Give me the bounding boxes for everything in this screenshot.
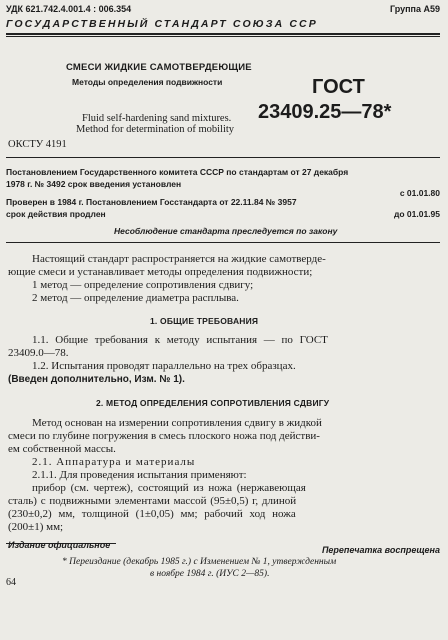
- okstu-code: ОКСТУ 4191: [8, 139, 67, 150]
- header-rule-thick: [6, 33, 440, 35]
- meta-rule: [6, 242, 440, 243]
- document-title-en: Fluid self-hardening sand mixtures.: [82, 113, 232, 124]
- legal-notice: Несоблюдение стандарта преследуется по закону: [114, 226, 338, 236]
- s2-list-line-3: (230±0,2) мм, толщиной (1±0,05) мм; рабочий ход ножа: [8, 508, 296, 520]
- s2-paragraph-line-3: ем собственной массы.: [8, 443, 116, 455]
- s2-paragraph-line-2: смеси по глубине погружения в смесь плоского ножа под действи-: [8, 430, 320, 442]
- header-rule-thin: [6, 36, 440, 37]
- section-2-heading: 2. МЕТОД ОПРЕДЕЛЕНИЯ СОПРОТИВЛЕНИЯ СДВИГУ: [96, 398, 330, 408]
- s2-list-line-1: прибор (см. чертеж), состоящий из ножа (нержавеющая: [32, 482, 306, 494]
- intro-line-4: 2 метод — определение диаметра расплыва.: [32, 292, 239, 304]
- s2-list-line-2: сталь) с подвижными элементами массой (95±0,5) г, длиной: [8, 495, 297, 507]
- reprint-note-line-2: в ноябре 1984 г. (ИУС 2—85).: [150, 569, 270, 579]
- gost-number: 23409.25—78*: [258, 101, 392, 123]
- s2-list-line-4: (200±1) мм;: [8, 521, 64, 533]
- effective-date: с 01.01.80: [399, 188, 440, 198]
- document-subtitle-en: Method for determination of mobility: [76, 124, 235, 135]
- document-title-ru: СМЕСИ ЖИДКИЕ САМОТВЕРДЕЮЩИЕ: [66, 62, 252, 73]
- official-edition: Издание официальное: [8, 540, 111, 550]
- validity-date: до 01.01.95: [393, 209, 440, 219]
- group-code: Группа А59: [389, 4, 440, 14]
- document-subtitle-ru: Методы определения подвижности: [72, 77, 223, 87]
- reprint-note-line-1: * Переиздание (декабрь 1985 г.) с Изменением № 1, утвержденным: [62, 557, 337, 567]
- section-1-heading: 1. ОБЩИЕ ТРЕБОВАНИЯ: [150, 316, 259, 326]
- intro-line-3: 1 метод — определение сопротивления сдвигу;: [32, 279, 254, 291]
- s2-paragraph-line-1: Метод основан на измерении сопротивления сдвигу в жидкой: [32, 417, 322, 429]
- title-rule: [6, 157, 440, 158]
- s2-1-1-line: 2.1.1. Для проведения испытания применяют:: [32, 469, 247, 481]
- decree-line-1: Постановлением Государственного комитета СССР по стандартам от 27 декабря: [6, 167, 349, 177]
- reprint-forbidden: Перепечатка воспрещена: [321, 545, 440, 555]
- gost-label: ГОСТ: [312, 76, 365, 98]
- intro-line-1: Настоящий стандарт распространяется на жидкие самотверде-: [32, 253, 326, 265]
- standard-line: ГОСУДАРСТВЕННЫЙ СТАНДАРТ СОЮЗА ССР: [6, 18, 318, 30]
- s1-paragraph-1a: 1.1. Общие требования к методу испытания — по ГОСТ: [32, 334, 328, 346]
- review-line-1: Проверен в 1984 г. Постановлением Госстандарта от 22.11.84 № 3957: [6, 197, 297, 207]
- udk-code: УДК 621.742.4.001.4 : 006.354: [6, 4, 132, 14]
- s1-amendment-note: (Введен дополнительно, Изм. № 1).: [8, 374, 185, 385]
- intro-line-2: ющие смеси и устанавливает методы определения подвижности;: [8, 266, 313, 278]
- decree-line-2: 1978 г. № 3492 срок введения установлен: [6, 179, 182, 189]
- review-line-2: срок действия продлен: [6, 209, 106, 219]
- s1-paragraph-1b: 23409.0—78.: [8, 347, 69, 359]
- s2-1-heading: 2.1. Аппаратура и материалы: [32, 456, 196, 468]
- s1-paragraph-2: 1.2. Испытания проводят параллельно на трех образцах.: [32, 360, 296, 372]
- page-number: 64: [6, 577, 16, 588]
